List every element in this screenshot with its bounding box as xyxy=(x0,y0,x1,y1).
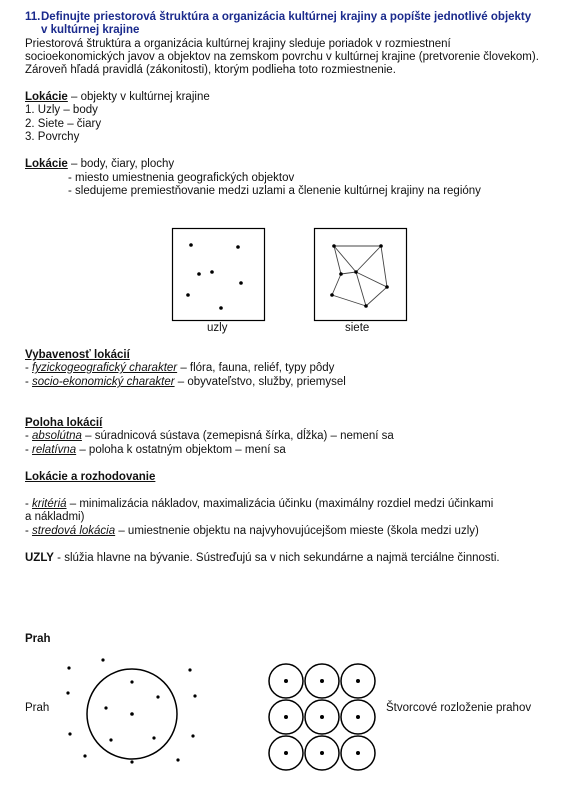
bullet-dash: - xyxy=(25,525,33,537)
intro-line-1: Priestorová štruktúra a organizácia kultúrnej krajiny sleduje poriadok v rozmiestnení xyxy=(25,38,451,50)
vybavenost-item-2 xyxy=(25,376,346,390)
term-stredova: stredová lokácia xyxy=(32,525,116,537)
uzly-text: - slúžia hlavne na bývanie. Sústreďujú sa v nich sekundárne a najmä terciálne činnosti. xyxy=(53,552,500,564)
lokacie-bullet-2: - sledujeme premiestňovanie medzi uzlami a členenie kultúrnej krajiny na regióny xyxy=(68,185,481,197)
poloha-item-2 xyxy=(25,444,286,458)
prah-right-label: Štvorcové rozloženie prahov xyxy=(386,702,532,714)
bullet-dash: - xyxy=(25,444,33,456)
poloha-item-1 xyxy=(25,430,394,444)
bullet-dash: - xyxy=(25,362,33,374)
lokacie-objects-line xyxy=(25,91,210,105)
page-title-number: 11. xyxy=(25,11,41,23)
lokacie-heading: Lokácie xyxy=(25,91,68,103)
prah-circle-diagram xyxy=(58,652,208,772)
prah-heading: Prah xyxy=(25,633,51,645)
prah-square-grid-diagram xyxy=(268,663,380,775)
term-kriteria: kritériá xyxy=(32,498,67,510)
siete-caption: siete xyxy=(345,322,370,334)
siete-diagram xyxy=(314,228,408,322)
poloha-heading: Poloha lokácií xyxy=(25,417,103,429)
lokacie-body-line xyxy=(25,158,174,172)
lokacie-heading-2-rest: – body, čiary, plochy xyxy=(67,158,175,170)
rozhodovanie-heading: Lokácie a rozhodovanie xyxy=(25,471,156,483)
list-item-siete: 2. Siete – čiary xyxy=(25,118,102,130)
term-rest: – umiestnenie objektu na najvyhovujúcejšom mieste (škola medzi uzly) xyxy=(115,525,479,537)
term-rest: – poloha k ostatným objektom – mení sa xyxy=(76,444,286,456)
vybavenost-heading: Vybavenosť lokácií xyxy=(25,349,130,361)
list-item-uzly: 1. Uzly – body xyxy=(25,104,98,116)
term-fyzicko: fyzickogeografický charakter xyxy=(32,362,178,374)
rozhodovanie-item-2 xyxy=(25,525,479,539)
intro-line-3: Zároveň hľadá pravidlá (zákonitosti), ktorým podlieha toto rozmiestnenie. xyxy=(25,64,396,76)
bullet-dash: - xyxy=(25,430,33,442)
uzly-paragraph xyxy=(25,552,500,566)
uzly-caption: uzly xyxy=(207,322,228,334)
term-absolutna: absolútna xyxy=(32,430,82,442)
term-rest: – súradnicová sústava (zemepisná šírka, dĺžka) – nemení sa xyxy=(81,430,394,442)
prah-left-label: Prah xyxy=(25,702,50,714)
term-relativna: relatívna xyxy=(32,444,77,456)
term-socio: socio-ekonomický charakter xyxy=(32,376,175,388)
rozhodovanie-item-1-cont: a nákladmi) xyxy=(25,511,85,523)
rozhodovanie-item-1 xyxy=(25,498,493,512)
uzly-label: UZLY xyxy=(25,552,54,564)
vybavenost-item-1 xyxy=(25,362,334,376)
lokacie-heading-2: Lokácie xyxy=(25,158,68,170)
lokacie-bullet-1: - miesto umiestnenia geografických objektov xyxy=(68,172,295,184)
bullet-dash: - xyxy=(25,376,33,388)
term-rest: – flóra, fauna, reliéf, typy pôdy xyxy=(177,362,335,374)
term-rest: – minimalizácia nákladov, maximalizácia účinku (maximálny rozdiel medzi účinkami xyxy=(66,498,494,510)
uzly-diagram xyxy=(172,228,266,322)
page-title: Definujte priestorová štruktúra a organizácia kultúrnej krajiny a popíšte jednotlivé objekty xyxy=(41,11,532,23)
page-title-continuation: v kultúrnej krajine xyxy=(41,24,140,36)
bullet-dash: - xyxy=(25,498,33,510)
list-item-povrchy: 3. Povrchy xyxy=(25,131,80,143)
intro-line-2: socioekonomických javov a objektov na zemskom povrchu v kultúrnej krajine (pretvorenie človekom). xyxy=(25,51,539,63)
term-rest: – obyvateľstvo, služby, priemysel xyxy=(174,376,346,388)
lokacie-heading-rest: – objekty v kultúrnej krajine xyxy=(67,91,210,103)
